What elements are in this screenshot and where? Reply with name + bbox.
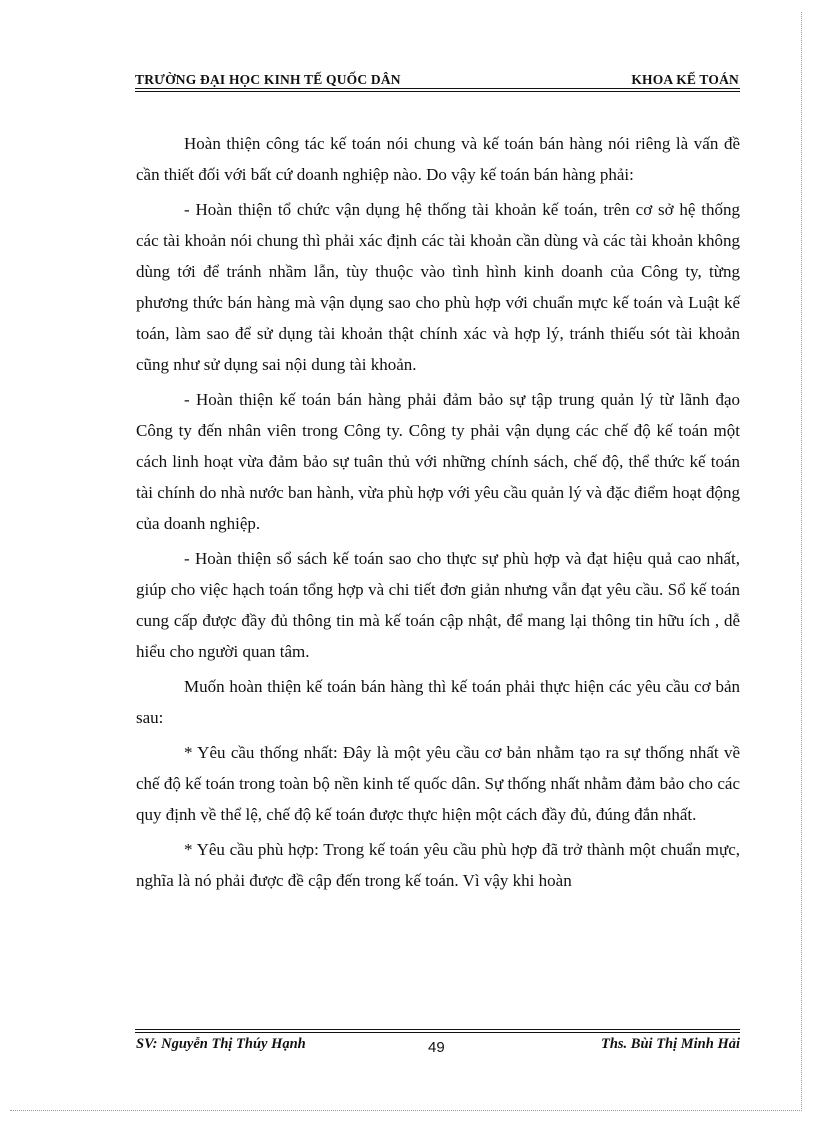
header-rule bbox=[135, 88, 740, 89]
paragraph-account-system: - Hoàn thiện tổ chức vận dụng hệ thống tài khoản kế toán, trên cơ sở hệ thống các tài khoản nói chung thì phải xác định các tài khoản cần dùng và các tài khoản không dùng tới để tránh nhầm lẫn, tùy thuộc vào tình hình kinh doanh của Công ty, từng phương thức bán hàng mà vận dụng sao cho phù hợp với chuẩn mực kế toán và Luật kế toán, làm sao để sử dụng tài khoản thật chính xác và hợp lý, tránh thiếu sót tài khoản cũng như sử dụng sai nội dung tài khoản. bbox=[136, 200, 740, 374]
paragraph-management: - Hoàn thiện kế toán bán hàng phải đảm bảo sự tập trung quản lý từ lãnh đạo Công ty đến nhân viên trong Công ty. Công ty phải vận dụng các chế độ kế toán một cách linh hoạt vừa đảm bảo sự tuân thủ với những chính sách, chế độ, thể thức kế toán tài chính do nhà nước ban hành, vừa phù hợp với yêu cầu quản lý và đặc điểm hoạt động của doanh nghiệp. bbox=[136, 390, 740, 533]
document-body bbox=[136, 128, 740, 900]
page-header bbox=[135, 66, 739, 88]
page-number: 49 bbox=[428, 1039, 445, 1056]
header-university: TRƯỜNG ĐẠI HỌC KINH TẾ QUỐC DÂN bbox=[135, 72, 401, 87]
footer-rule bbox=[135, 1029, 740, 1030]
paragraph-intro: Hoàn thiện công tác kế toán nói chung và kế toán bán hàng nói riêng là vấn đề cần thiết đối với bất cứ doanh nghiệp nào. Do vậy kế toán bán hàng phải: bbox=[136, 134, 740, 184]
header-faculty: KHOA KẾ TOÁN bbox=[631, 72, 739, 87]
header-rule-secondary bbox=[135, 91, 740, 92]
footer-advisor: Ths. Bùi Thị Minh Hải bbox=[600, 1036, 740, 1052]
paragraph-suitability: * Yêu cầu phù hợp: Trong kế toán yêu cầu phù hợp đã trở thành một chuẩn mực, nghĩa là nó phải được đề cập đến trong kế toán. Vì vậy khi hoàn bbox=[136, 840, 740, 890]
page-footer bbox=[136, 1036, 740, 1058]
footer-rule-secondary bbox=[135, 1032, 740, 1033]
footer-student: SV: Nguyễn Thị Thúy Hạnh bbox=[136, 1036, 306, 1052]
paragraph-bookkeeping: - Hoàn thiện sổ sách kế toán sao cho thực sự phù hợp và đạt hiệu quả cao nhất, giúp cho việc hạch toán tổng hợp và chi tiết đơn giản nhưng vẫn đạt yêu cầu. Sổ kế toán cung cấp được đầy đủ thông tin mà kế toán cập nhật, để mang lại thông tin hữu ích , dễ hiểu cho người quan tâm. bbox=[136, 549, 740, 661]
paragraph-requirements-intro: Muốn hoàn thiện kế toán bán hàng thì kế toán phải thực hiện các yêu cầu cơ bản sau: bbox=[136, 677, 740, 727]
paragraph-consistency: * Yêu cầu thống nhất: Đây là một yêu cầu cơ bản nhằm tạo ra sự thống nhất về chế độ kế toán trong toàn bộ nền kinh tế quốc dân. Sự thống nhất nhằm đảm bảo cho các quy định về thể lệ, chế độ kế toán được thực hiện một cách đầy đủ, đúng đắn nhất. bbox=[136, 743, 740, 824]
